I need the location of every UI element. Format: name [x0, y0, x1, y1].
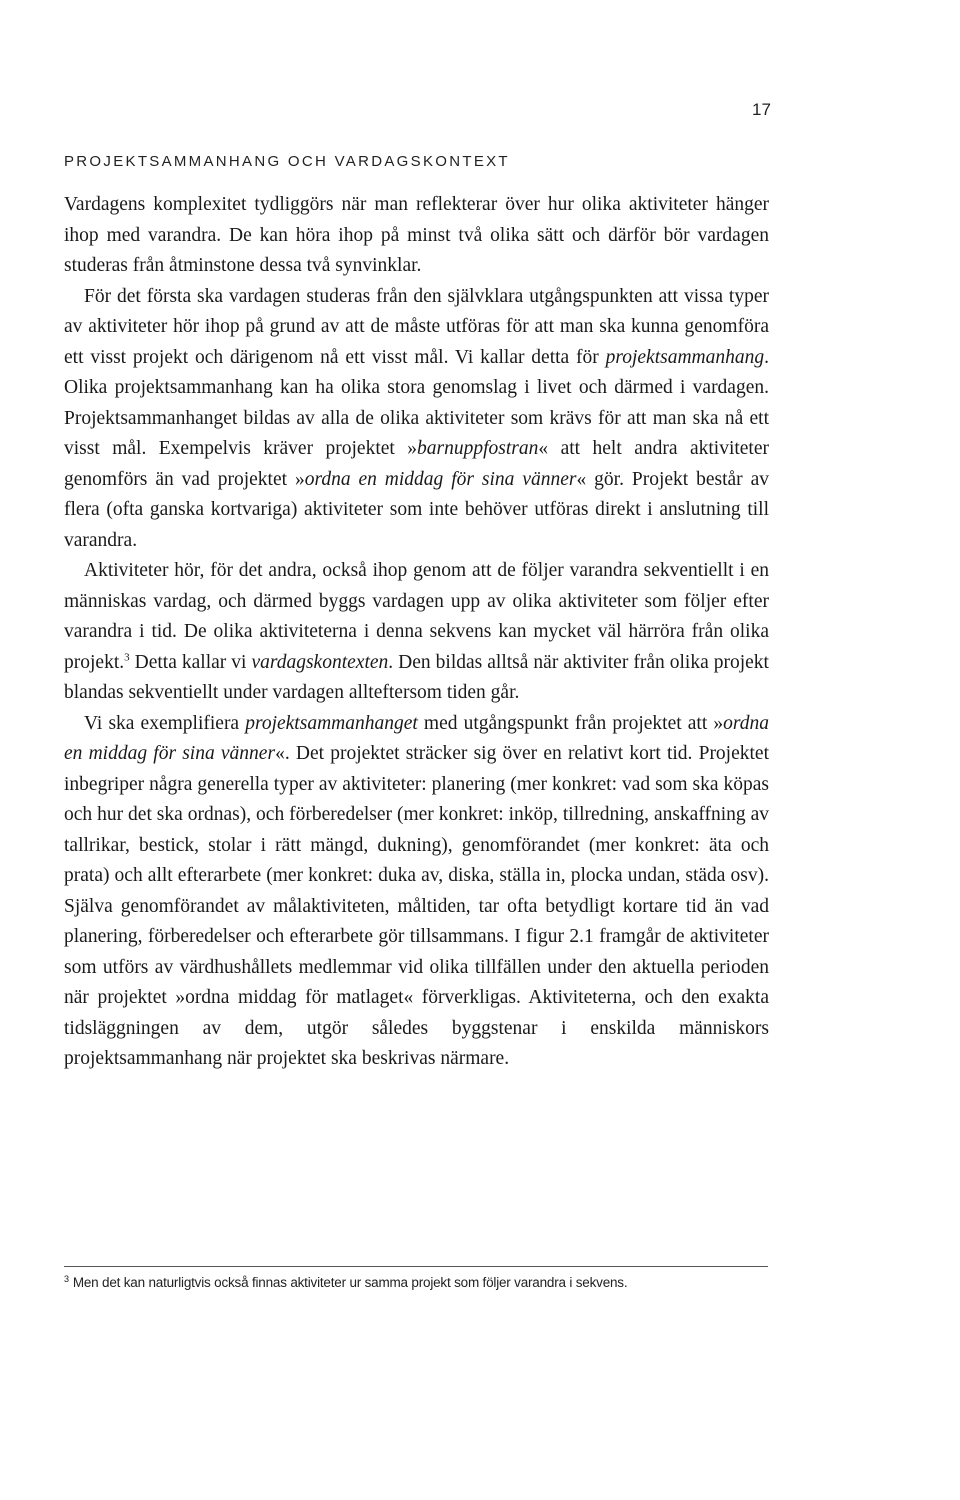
paragraph-4-text: «. Det projektet sträcker sig över en relativt kort tid. Projektet inbegriper några generella typer av aktiviteter: planering (mer konkret: vad som ska köpas och hur det ska ordnas), och förberedelser (mer konkret: inköp, tillredning, anskaffning av tallrikar, bestick, stolar i rätt mängd, dukning), genomförandet (mer konkret: äta och prata) och allt efterarbete (mer konkret: duka av, diska, ställa in, plocka undan, städa osv). Själva genomförandet av målaktiviteten, måltiden, tar ofta betydligt kortare tid än vad planering, förberedelser och efterarbete gör tillsammans. I figur 2.1 framgår de aktiviteter som utförs av värdhushållets medlemmar vid olika tillfällen under den aktuella perioden när projektet »ordna middag för matlaget« förverkligas. Aktiviteterna, och den exakta tidsläggningen av dem, utgör således byggstenar i enskilda människors projektsammanhang när projektet ska beskrivas närmare. [64, 743, 769, 1069]
paragraph-2-text: För det första ska vardagen studeras från den självklara utgångspunkten att vissa typer av aktiviteter hör ihop på grund av att de måste utföras för att man ska kunna genomföra ett visst projekt och därigenom nå ett visst mål. Vi kallar detta för [64, 285, 769, 368]
footnote-reference[interactable]: 3 [124, 651, 130, 663]
paragraph-3-text: Aktiviteter hör, för det andra, också ihop genom att de följer varandra sekventiellt i en människas vardag, och därmed byggs vardagen upp av olika aktiviteter som följer efter varandra i tid. De olika aktiviteterna i denna sekvens kan mycket väl härröra från olika projekt. [64, 560, 769, 673]
page-number: 17 [752, 100, 771, 119]
footnote-number: 3 [64, 1273, 69, 1284]
term-vardagskontexten: vardagskontexten [251, 651, 389, 673]
body-text [64, 190, 769, 1075]
paragraph-2 [64, 282, 769, 557]
footnote-divider [64, 1266, 768, 1267]
paragraph-2-text: « gör. Projekt består av flera (ofta ganska kortvariga) aktiviteter som inte behöver utföras direkt i anslutning till varandra. [64, 468, 769, 551]
footnote [64, 1275, 784, 1290]
footnote-text: Men det kan naturligtvis också finnas aktiviteter ur samma projekt som följer varandra i sekvens. [72, 1275, 628, 1290]
section-heading: PROJEKTSAMMANHANG OCH VARDAGSKONTEXT [64, 153, 510, 170]
term-projektsammanhanget: projektsammanhanget [245, 712, 418, 734]
paragraph-2-text: « att helt andra aktiviteter genomförs än vad projektet » [64, 438, 770, 490]
paragraph-3 [64, 556, 769, 709]
paragraph-3-text: Detta kallar vi [129, 651, 252, 673]
paragraph-4-text: Vi ska exemplifiera [84, 712, 246, 734]
term-ordna-middag: ordna en middag för sina vänner [64, 712, 769, 764]
paragraph-4 [64, 709, 769, 1075]
paragraph-1: Vardagens komplexitet tydliggörs när man reflekterar över hur olika aktiviteter hänger ihop med varandra. De kan höra ihop på minst två olika sätt och därför bör vardagen studeras från åtminstone dessa två synvinklar. [64, 194, 769, 276]
term-ordna-middag: ordna en middag för sina vänner [304, 468, 577, 490]
term-barnuppfostran: barnuppfostran [417, 438, 539, 459]
term-projektsammanhang: projektsammanhang [605, 346, 765, 368]
paragraph-4-text: med utgångspunkt från projektet att » [417, 712, 724, 734]
paragraph-3-text: . Den bildas alltså när aktiviter från olika projekt blandas sekventiellt under vardagen allteftersom tiden går. [64, 651, 769, 703]
paragraph-2-text: . Olika projektsammanhang kan ha olika stora genomslag i livet och därmed i vardagen. Projektsammanhanget bildas av alla de olika aktiviteter som krävs för att man ska nå ett visst mål. Exempelvis kräver projektet » [64, 346, 769, 459]
